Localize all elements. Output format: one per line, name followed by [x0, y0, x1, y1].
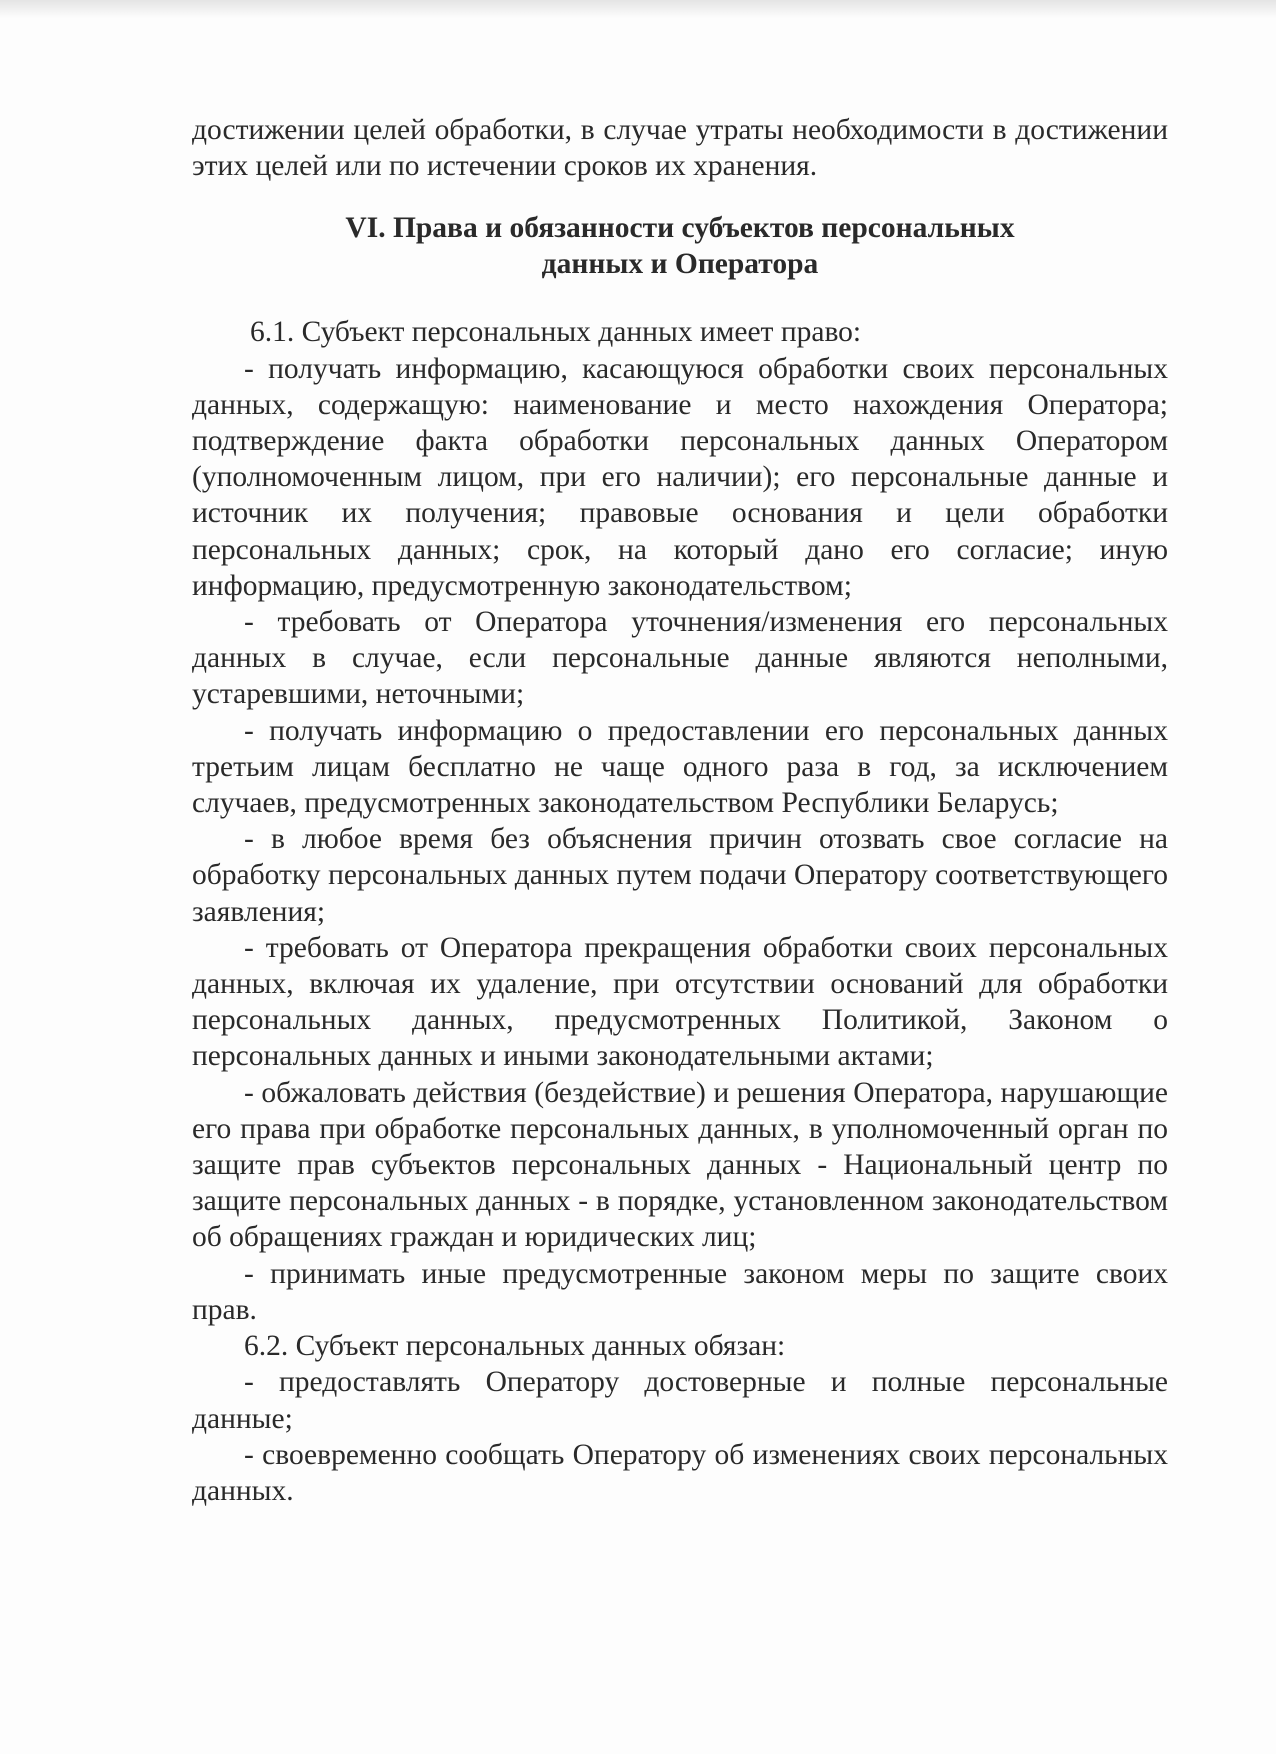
- clause-6-1-item: - принимать иные предусмотренные законом меры по защите своих прав.: [192, 1257, 1168, 1326]
- clause-6-1-item: - обжаловать действия (бездействие) и решения Оператора, нарушающие его права при обработке персональных данных, в уполномоченный орган по защите прав субъектов персональных данных - Национальный центр по защите персональных данных - в порядке, установленном законодательством об обращениях граждан и юридических лиц;: [192, 1076, 1168, 1254]
- clause-6-2-item: - предоставлять Оператору достоверные и полные персональные данные;: [192, 1366, 1168, 1435]
- clause-6-1-item: - требовать от Оператора уточнения/изменения его персональных данных в случае, если персональные данные являются неполными, устаревшими, неточными;: [192, 606, 1168, 711]
- section-title: [192, 210, 1168, 282]
- document-body: [192, 112, 1168, 1509]
- scan-edge: [0, 0, 1276, 18]
- clause-6-1-item: - получать информацию, касающуюся обработки своих персональных данных, содержащую: наименование и место нахождения Оператора; подтверждение факта обработки персональных данных Оператором (уполномоченным лицом, при его наличии); его персональные данные и источник их получения; правовые основания и цели обработки персональных данных; срок, на который дано его согласие; иную информацию, предусмотренную законодательством;: [192, 352, 1168, 602]
- section-title-line-1: VI. Права и обязанности субъектов персональных: [345, 212, 1015, 245]
- clause-6-1-item: - в любое время без объяснения причин отозвать свое согласие на обработку персональных данных путем подачи Оператору соответствующего заявления;: [192, 823, 1168, 928]
- clause-6-2-item: - своевременно сообщать Оператору об изменениях своих персональных данных.: [192, 1438, 1168, 1507]
- clause-6-2-heading: 6.2. Субъект персональных данных обязан:: [244, 1330, 786, 1363]
- clause-6-1-item: - получать информацию о предоставлении его персональных данных третьим лицам бесплатно не чаще одного раза в год, за исключением случаев, предусмотренных законодательством Республики Беларусь;: [192, 714, 1168, 820]
- intro-paragraph: достижении целей обработки, в случае утраты необходимости в достижении этих целей или по истечении сроков их хранения.: [192, 114, 1168, 183]
- section-title-line-2: данных и Оператора: [541, 248, 819, 281]
- clause-6-1-heading: 6.1. Субъект персональных данных имеет право:: [250, 316, 862, 349]
- clause-6-1-item: - требовать от Оператора прекращения обработки своих персональных данных, включая их удаление, при отсутствии оснований для обработки персональных данных, предусмотренных Политикой, Законом о персональных данных и иными законодательными актами;: [192, 931, 1168, 1073]
